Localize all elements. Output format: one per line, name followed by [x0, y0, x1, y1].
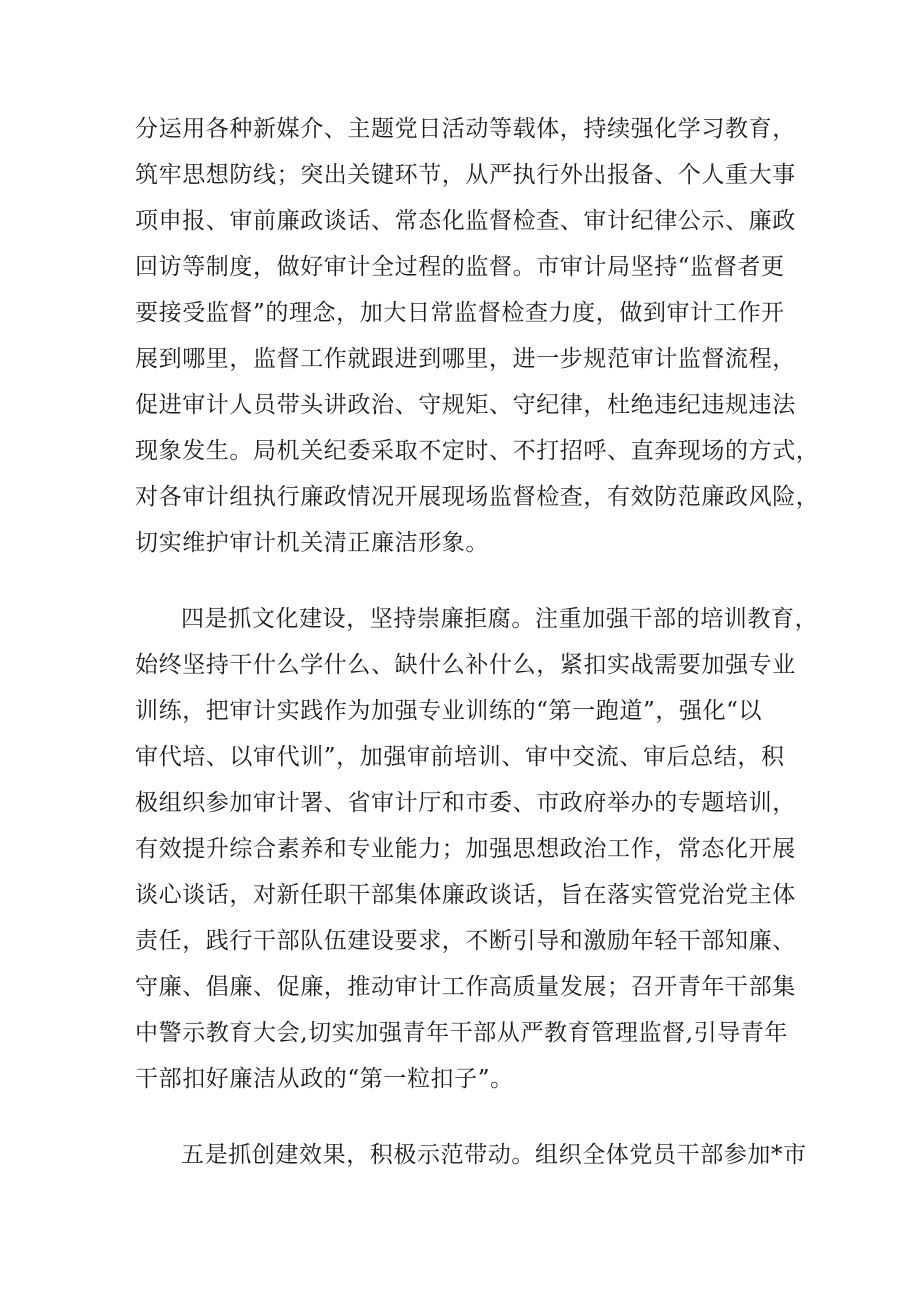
text-line: 审代培、以审代训”，加强审前培训、审中交流、审后总结，积 [135, 744, 785, 770]
text-line: 对各审计组执行廉政情况开展现场监督检查，有效防范廉政风险， [135, 484, 820, 510]
text-line: 四是抓文化建设，坚持崇廉拒腐。注重加强干部的培训教育， [181, 606, 819, 632]
text-line: 筑牢思想防线；突出关键环节，从严执行外出报备、个人重大事 [135, 162, 796, 188]
text-line: 干部扣好廉洁从政的“第一粒扣子”。 [135, 1066, 514, 1092]
text-line: 谈心谈话，对新任职干部集体廉政谈话，旨在落实管党治党主体 [135, 882, 796, 908]
text-line: 分运用各种新媒介、主题党日活动等载体，持续强化学习教育， [135, 116, 796, 142]
text-line: 促进审计人员带头讲政治、守规矩、守纪律，杜绝违纪违规违法 [135, 392, 796, 418]
text-line: 五是抓创建效果，积极示范带动。组织全体党员干部参加*市 [181, 1142, 807, 1168]
text-line: 责任，践行干部队伍建设要求，不断引导和激励年轻干部知廉、 [135, 928, 796, 954]
text-line: 有效提升综合素养和专业能力；加强思想政治工作，常态化开展 [135, 836, 796, 862]
text-line: 回访等制度，做好审计全过程的监督。市审计局坚持“监督者更 [135, 254, 785, 280]
text-line: 训练，把审计实践作为加强专业训练的“第一跑道”，强化“以 [135, 698, 763, 724]
text-line: 守廉、倡廉、促廉，推动审计工作高质量发展；召开青年干部集 [135, 974, 796, 1000]
text-line: 中警示教育大会,切实加强青年干部从严教育管理监督,引导青年 [135, 1020, 789, 1046]
text-line: 项申报、审前廉政谈话、常态化监督检查、审计纪律公示、廉政 [135, 208, 796, 234]
text-line: 切实维护审计机关清正廉洁形象。 [135, 530, 489, 556]
text-line: 始终坚持干什么学什么、缺什么补什么，紧扣实战需要加强专业 [135, 652, 796, 678]
text-line: 现象发生。局机关纪委采取不定时、不打招呼、直奔现场的方式， [135, 438, 820, 464]
text-line: 极组织参加审计署、省审计厅和市委、市政府举办的专题培训， [135, 790, 796, 816]
text-line: 要接受监督”的理念，加大日常监督检查力度，做到审计工作开 [135, 300, 785, 326]
text-line: 展到哪里，监督工作就跟进到哪里，进一步规范审计监督流程， [135, 346, 796, 372]
